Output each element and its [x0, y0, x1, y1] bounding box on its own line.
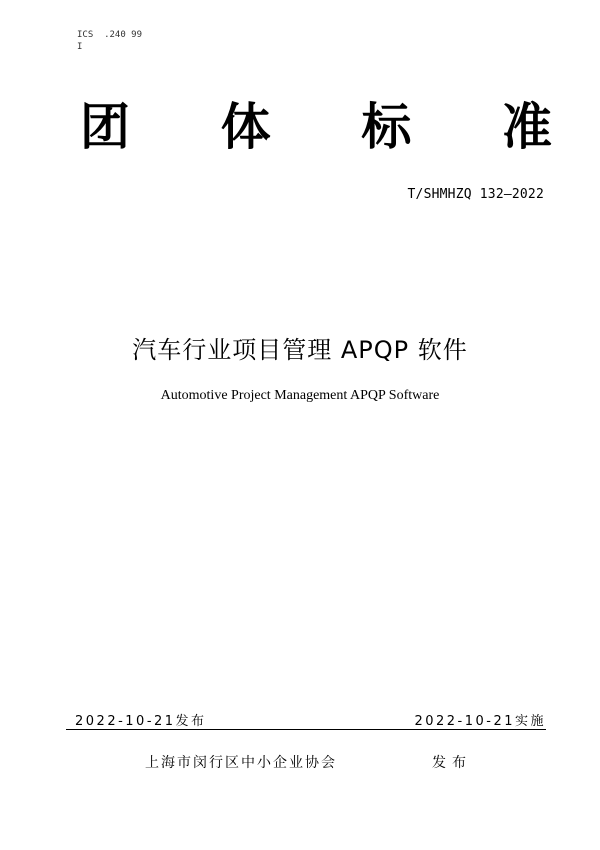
implement-date: 2022-10-21实施: [414, 714, 546, 729]
issue-label: 发布: [432, 755, 472, 771]
standard-number: T/SHMHZQ 132—2022: [407, 187, 544, 202]
divider-line: [66, 729, 546, 730]
issuer-name: 上海市闵行区中小企业协会: [145, 755, 337, 771]
document-type-heading: [80, 88, 552, 158]
ics-number: ICS .240 99: [77, 30, 143, 40]
heading-char-1: 团: [80, 98, 130, 156]
title-english: Automotive Project Management APQP Software: [160, 388, 440, 403]
ics-code: [77, 29, 142, 53]
publish-date: 2022-10-21发布: [75, 714, 207, 729]
title-chinese: 汽车行业项目管理 APQP 软件: [132, 336, 468, 364]
heading-char-4: 准: [501, 98, 552, 156]
heading-char-3: 标: [361, 98, 412, 156]
heading-char-2: 体: [220, 98, 271, 156]
classification-code: I: [77, 42, 83, 52]
